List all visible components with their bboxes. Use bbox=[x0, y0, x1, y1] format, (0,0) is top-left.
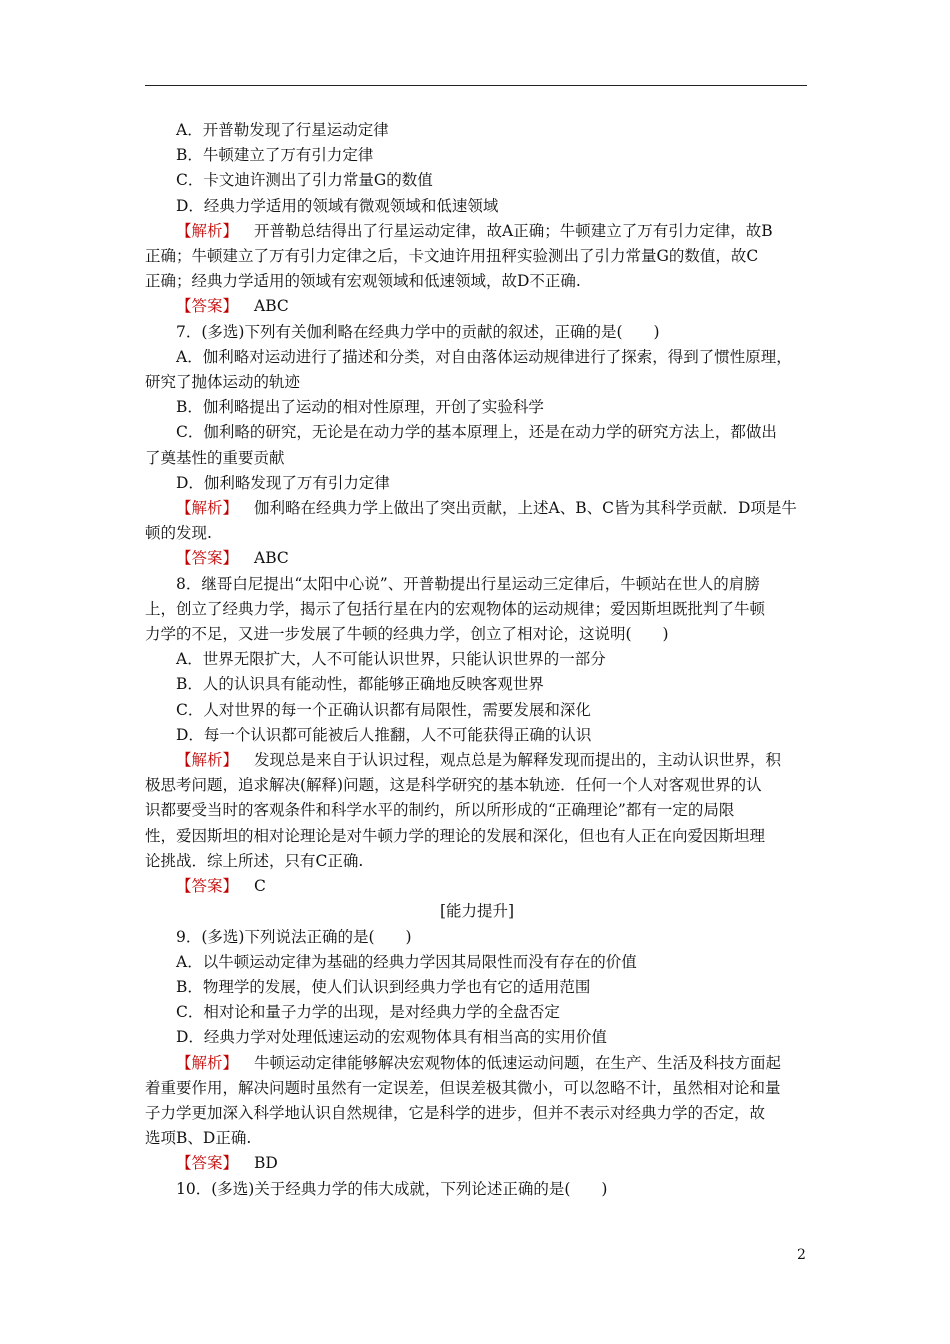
document-body bbox=[145, 118, 809, 1202]
text-line bbox=[145, 849, 809, 874]
line-text: 正确；经典力学适用的领域有宏观领域和低速领域，故D不正确. bbox=[145, 272, 581, 291]
text-line bbox=[145, 597, 809, 622]
line-text: 选项B、D正确. bbox=[145, 1129, 252, 1148]
line-text: C bbox=[254, 877, 266, 896]
text-line bbox=[145, 1126, 809, 1151]
text-line bbox=[145, 672, 809, 697]
analysis-label: 【解析】 bbox=[176, 499, 239, 518]
text-line bbox=[145, 798, 809, 823]
text-line bbox=[145, 168, 809, 193]
labeled-line bbox=[145, 496, 809, 521]
line-text: 顿的发现. bbox=[145, 524, 212, 543]
line-text: 上，创立了经典力学，揭示了包括行星在内的宏观物体的运动规律；爱因斯坦既批判了牛顿 bbox=[145, 599, 766, 618]
line-text: A．开普勒发现了行星运动定律 bbox=[176, 121, 389, 139]
line-text: C．相对论和量子力学的出现，是对经典力学的全盘否定 bbox=[176, 1003, 560, 1022]
section-heading bbox=[145, 899, 809, 924]
line-text: B．物理学的发展，使人们认识到经典力学也有它的适用范围 bbox=[176, 977, 591, 996]
text-line bbox=[145, 1177, 809, 1202]
line-text: C．伽利略的研究，无论是在动力学的基本原理上，还是在动力学的研究方法上，都做出 bbox=[176, 423, 777, 442]
labeled-line bbox=[145, 546, 809, 571]
line-text: B．伽利略提出了运动的相对性原理，开创了实验科学 bbox=[176, 398, 544, 417]
labeled-line bbox=[145, 874, 809, 899]
line-text: 子力学更加深入科学地认识自然规律，它是科学的进步，但并不表示对经典力学的否定，故 bbox=[145, 1103, 766, 1122]
line-text: C．卡文迪许测出了引力常量G的数值 bbox=[176, 171, 433, 190]
line-text: 研究了抛体运动的轨迹 bbox=[145, 373, 301, 392]
line-text: 7．(多选)下列有关伽利略在经典力学中的贡献的叙述，正确的是( ) bbox=[176, 322, 660, 341]
text-line bbox=[145, 420, 809, 445]
text-line bbox=[145, 647, 809, 672]
line-text: B．人的认识具有能动性，都能够正确地反映客观世界 bbox=[176, 675, 544, 694]
line-text: 9．(多选)下列说法正确的是( ) bbox=[176, 927, 412, 946]
answer-label: 【答案】 bbox=[176, 1154, 239, 1173]
line-text: 发现总是来自于认识过程，观点总是为解释发现而提出的，主动认识世界，积 bbox=[254, 751, 782, 770]
text-line bbox=[145, 269, 809, 294]
text-line bbox=[145, 244, 809, 269]
answer-label: 【答案】 bbox=[176, 549, 239, 568]
line-text: A．世界无限扩大，人不可能认识世界，只能认识世界的一部分 bbox=[176, 650, 606, 669]
text-line bbox=[145, 622, 809, 647]
text-line bbox=[145, 395, 809, 420]
text-line bbox=[145, 471, 809, 496]
line-text: A．伽利略对运动进行了描述和分类，对自由落体运动规律进行了探索，得到了惯性原理， bbox=[176, 347, 792, 366]
line-text: [能力提升] bbox=[439, 902, 515, 921]
line-text: C．人对世界的每一个正确认识都有局限性，需要发展和深化 bbox=[176, 700, 591, 719]
text-line bbox=[145, 925, 809, 950]
text-line bbox=[145, 1025, 809, 1050]
line-text: 识都要受当时的客观条件和科学水平的制约，所以所形成的“正确理论”都有一定的局限 bbox=[145, 801, 735, 820]
line-text: 正确；牛顿建立了万有引力定律之后，卡文迪许用扭秤实验测出了引力常量G的数值，故C bbox=[145, 247, 759, 266]
text-line bbox=[145, 521, 809, 546]
line-text: 性，爱因斯坦的相对论理论是对牛顿力学的理论的发展和深化，但也有人正在向爱因斯坦理 bbox=[145, 826, 766, 845]
analysis-label: 【解析】 bbox=[176, 221, 239, 240]
line-text: 极思考问题，追求解决(解释)问题，这是科学研究的基本轨迹．任何一个人对客观世界的认 bbox=[145, 776, 762, 795]
line-text: 力学的不足，又进一步发展了牛顿的经典力学，创立了相对论，这说明( ) bbox=[145, 625, 669, 644]
line-text: 伽利略在经典力学上做出了突出贡献，上述A、B、C皆为其科学贡献．D项是牛 bbox=[254, 499, 797, 518]
line-text: D．伽利略发现了万有引力定律 bbox=[176, 473, 390, 492]
line-text: ABC bbox=[254, 549, 289, 568]
line-text: BD bbox=[254, 1154, 278, 1173]
text-line bbox=[145, 1076, 809, 1101]
text-line bbox=[145, 723, 809, 748]
line-text: 着重要作用，解决问题时虽然有一定误差，但误差极其微小，可以忽略不计，虽然相对论和量 bbox=[145, 1078, 781, 1097]
line-text: 开普勒总结得出了行星运动定律，故A正确；牛顿建立了万有引力定律，故B bbox=[254, 221, 773, 240]
text-line bbox=[145, 572, 809, 597]
labeled-line bbox=[145, 1151, 809, 1176]
text-line bbox=[145, 118, 809, 143]
labeled-line bbox=[145, 1051, 809, 1076]
text-line bbox=[145, 773, 809, 798]
labeled-line bbox=[145, 219, 809, 244]
line-text: B．牛顿建立了万有引力定律 bbox=[176, 146, 374, 165]
line-text: D．经典力学对处理低速运动的宏观物体具有相当高的实用价值 bbox=[176, 1028, 607, 1047]
line-text: D．每一个认识都可能被后人推翻，人不可能获得正确的认识 bbox=[176, 725, 592, 744]
line-text: ABC bbox=[254, 297, 289, 316]
line-text: 8．继哥白尼提出“太阳中心说”、开普勒提出行星运动三定律后，牛顿站在世人的肩膀 bbox=[176, 574, 760, 593]
text-line bbox=[145, 698, 809, 723]
text-line bbox=[145, 345, 809, 370]
page-number: 2 bbox=[797, 1247, 806, 1263]
labeled-line bbox=[145, 294, 809, 319]
text-line bbox=[145, 320, 809, 345]
text-line bbox=[145, 446, 809, 471]
header-rule bbox=[145, 85, 807, 86]
labeled-line bbox=[145, 748, 809, 773]
line-text: 牛顿运动定律能够解决宏观物体的低速运动问题，在生产、生活及科技方面起 bbox=[254, 1053, 782, 1072]
text-line bbox=[145, 143, 809, 168]
line-text: 10．(多选)关于经典力学的伟大成就，下列论述正确的是( ) bbox=[176, 1179, 608, 1198]
text-line bbox=[145, 950, 809, 975]
text-line bbox=[145, 194, 809, 219]
line-text: 论挑战．综上所述，只有C正确. bbox=[145, 851, 364, 870]
text-line bbox=[145, 1101, 809, 1126]
line-text: 了奠基性的重要贡献 bbox=[145, 448, 285, 467]
answer-label: 【答案】 bbox=[176, 297, 239, 316]
text-line bbox=[145, 370, 809, 395]
line-text: D．经典力学适用的领域有微观领域和低速领域 bbox=[176, 196, 499, 215]
text-line bbox=[145, 824, 809, 849]
line-text: A．以牛顿运动定律为基础的经典力学因其局限性而没有存在的价值 bbox=[176, 952, 637, 971]
text-line bbox=[145, 1000, 809, 1025]
text-line bbox=[145, 975, 809, 1000]
answer-label: 【答案】 bbox=[176, 877, 239, 896]
analysis-label: 【解析】 bbox=[176, 1053, 239, 1072]
analysis-label: 【解析】 bbox=[176, 751, 239, 770]
